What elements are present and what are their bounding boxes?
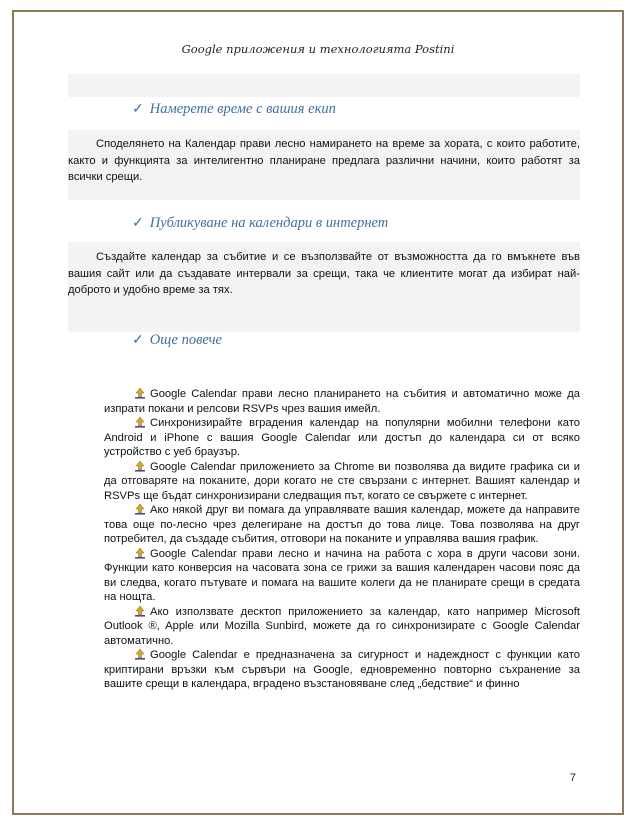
section-heading-text: Публикуване на календари в интернет [149,215,389,231]
bullet-arrow-icon [134,605,146,617]
bullet-arrow-icon [134,416,146,428]
bullet-text: Синхронизирайте вградения календар на популярни мобилни телефони като Android и iPhone с вашия Google Calendar или достъп до календара си от всяко устройство с уеб браузър. [104,417,580,458]
bullet-text: Ако използвате десктоп приложението за календар, като например Microsoft Outlook ®, Apple или Mozilla Sunbird, можете да го синхронизирате с Google Calendar автоматично. [104,605,580,647]
bullet-item [104,547,580,605]
bullet-text: Google Calendar прави лесно и начина на работа с хора в други часови зони. Функции като конверсия на часовата зона се грижи за вашия календарен часови пояс да ви следва, когато пътувате и помага на вашите колеги да не планирате срещи в средата на нощта. [104,547,580,603]
bullet-text: Google Calendar е предназначена за сигурност и надеждност с функции като криптирани връзки към сървъри на Google, едновременно повторно съхранение за вашите срещи в календара, вградено възстановяване след „бедствие“ и финно [104,649,580,690]
bullet-item [104,387,580,416]
section-heading-text: Намерете време с вашия екип [149,101,336,117]
bullet-arrow-icon [134,648,146,660]
bullet-list [104,387,580,692]
bullet-text: Google Calendar прави лесно планирането на събития и автоматично може да изпрати покани и релсови RSVPs чрез вашия имейл. [104,388,580,415]
bullet-text: Ако някой друг ви помага да управлявате вашия календар, можете да направите това още по-лесно чрез делегиране на достъп до това лице. Това позволява на друг потребител, да създаде събития, отговори на поканите и управлява вашия график. [104,504,580,545]
checkmark-icon: ✓ [132,216,144,231]
page-number: 7 [569,772,576,784]
bullet-arrow-icon [134,460,146,472]
bullet-item [104,605,580,649]
bullet-arrow-icon [134,503,146,515]
checkmark-icon: ✓ [132,333,144,348]
section-paragraph-1: Споделянето на Календар прави лесно намирането на време за хората, с които работите, както и функцията за интелигентно планиране предлага различни начини, които работят за всички срещи. [68,138,580,183]
section-heading-2 [132,215,388,232]
bullet-arrow-icon [134,547,146,559]
bullet-item [104,648,580,692]
bullet-text: Google Calendar приложението за Chrome ви позволява да видите графика си и да отговаряте на поканите, дори когато не сте свързани с интернет. Вашият календар и RSVPs ще бъдат синхронизирани следващия път, когато се свържете с интернет. [104,460,580,502]
section-heading-3 [132,332,222,349]
section-heading-text: Още повече [149,332,222,348]
bullet-arrow-icon [134,387,146,399]
checkmark-icon: ✓ [132,102,144,117]
section-heading-1 [132,101,336,118]
document-page [12,10,624,815]
page-header: Google приложения и технологията Postini [181,42,455,56]
bullet-item [104,416,580,460]
bullet-item [104,460,580,504]
bullet-item [104,503,580,547]
shaded-band [68,74,580,97]
section-paragraph-2: Създайте календар за събитие и се възползвайте от възможността да го вмъкнете във вашия сайт или да създавате интервали за срещи, така че клиентите могат да избират най-доброто и удобно време за тях. [68,251,580,296]
